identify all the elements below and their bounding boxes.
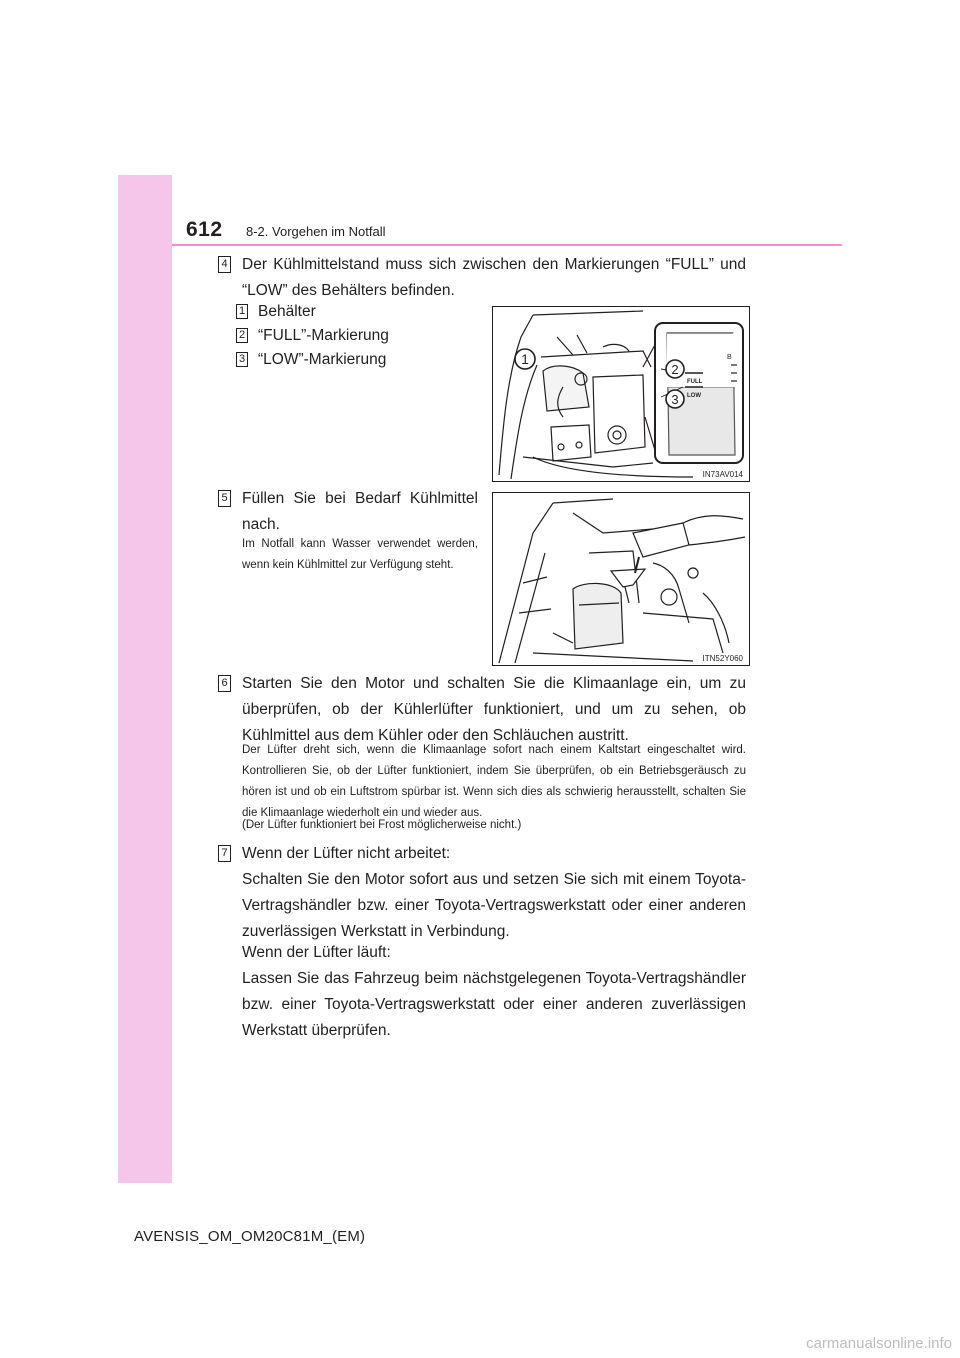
document-id: AVENSIS_OM_OM20C81M_(EM) bbox=[134, 1228, 366, 1245]
header-divider bbox=[172, 244, 842, 246]
low-mark-label: LOW bbox=[687, 393, 701, 399]
figure-code-2: ITN52Y060 bbox=[702, 654, 743, 663]
step5-text: Füllen Sie bei Bedarf Kühlmittel nach. bbox=[242, 490, 478, 533]
legend-number-1: 1 bbox=[236, 304, 248, 319]
step6-text: Starten Sie den Motor und schalten Sie die Klimaanlage ein, um zu überprüfen, ob der Kühlerlüfter funktioniert, und um zu sehen, ob Kühlmittel aus dem Kühler oder den Schläuchen austritt. bbox=[242, 675, 746, 744]
step6-note: Der Lüfter dreht sich, wenn die Klimaanlage sofort nach einem Kaltstart eingeschaltet wird. Kontrollieren Sie, ob der Lüfter funktioniert, indem Sie überprüfen, ob ein Betriebsgeräusch zu hören ist und ob ein Luftstrom spürbar ist. Wenn sich dies als schwierig herausstellt, schalten Sie die Klimaanlage wiederholt ein und wieder aus. bbox=[242, 744, 746, 819]
figure-refill-coolant bbox=[492, 492, 750, 666]
figure-code-1: IN73AV014 bbox=[702, 470, 743, 479]
step5-note: Im Notfall kann Wasser verwendet werden, wenn kein Kühlmittel zur Verfügung steht. bbox=[242, 538, 478, 571]
step7-case2-title: Wenn der Lüfter läuft: bbox=[242, 944, 391, 961]
legend-label-full: “FULL”-Markierung bbox=[258, 327, 389, 344]
refill-illustration bbox=[493, 493, 749, 665]
section-title: 8-2. Vorgehen im Notfall bbox=[246, 224, 386, 239]
full-mark-label: FULL bbox=[687, 379, 703, 385]
callout-3: 3 bbox=[671, 392, 679, 407]
figure-coolant-reservoir bbox=[492, 306, 750, 482]
callout-2: 2 bbox=[671, 362, 679, 377]
legend-label-low: “LOW”-Markierung bbox=[258, 351, 387, 368]
step6-note-frost: (Der Lüfter funktioniert bei Frost möglicherweise nicht.) bbox=[242, 819, 522, 831]
watermark: carmanualsonline.info bbox=[806, 1335, 952, 1352]
step4-text: Der Kühlmittelstand muss sich zwischen den Markierungen “FULL” und “LOW” des Behälters befinden. bbox=[242, 256, 746, 299]
step7-case1-title: Wenn der Lüfter nicht arbeitet: bbox=[242, 845, 451, 862]
page-number: 612 bbox=[186, 218, 223, 241]
step-number-5: 5 bbox=[218, 490, 231, 507]
legend-label-container: Behälter bbox=[258, 303, 316, 320]
engine-bay-illustration bbox=[493, 307, 749, 481]
legend-number-2: 2 bbox=[236, 328, 248, 343]
b-mark-label: B bbox=[727, 354, 732, 361]
step7-case1-text: Schalten Sie den Motor sofort aus und setzen Sie sich mit einem Toyota-Vertragshändler bzw. einer Toyota-Vertragswerkstatt oder einer anderen zuverlässigen Werkstatt in Verbindung. bbox=[242, 871, 746, 940]
legend-number-3: 3 bbox=[236, 352, 248, 367]
chapter-sidebar bbox=[118, 175, 172, 1183]
step-number-6: 6 bbox=[218, 675, 231, 692]
step-number-4: 4 bbox=[218, 256, 231, 273]
callout-1: 1 bbox=[521, 351, 529, 367]
step7-case2-text: Lassen Sie das Fahrzeug beim nächstgelegenen Toyota-Vertragshändler bzw. einer Toyota-Vertragswerkstatt oder einer anderen zuverlässigen Werkstatt überprüfen. bbox=[242, 970, 746, 1039]
step-number-7: 7 bbox=[218, 845, 231, 862]
